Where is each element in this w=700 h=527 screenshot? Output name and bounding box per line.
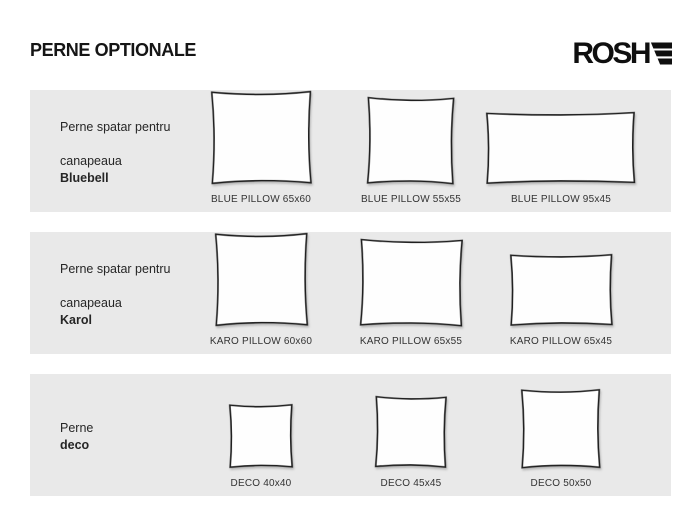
pillow-size-label: BLUE PILLOW 55x55	[360, 194, 462, 205]
pillow-illustration	[485, 111, 637, 186]
pillow-size-label: BLUE PILLOW 65x60	[210, 194, 312, 205]
row-description	[60, 232, 186, 354]
row-description-text: Perne spatar pentru	[60, 262, 171, 276]
row-description-emphasis: deco	[60, 438, 90, 452]
brand-logo-text: ROSH	[572, 37, 649, 70]
row-description-text: Perne spatar pentru	[60, 120, 171, 134]
pillow-cell	[186, 232, 336, 354]
pillow-size-label: DECO 40x40	[230, 478, 292, 489]
page-header	[30, 26, 672, 70]
pillow-row	[30, 374, 671, 496]
row-description-text: Perne	[60, 421, 94, 435]
row-description	[60, 90, 186, 212]
pillow-illustration	[366, 95, 456, 185]
pillow-row	[30, 90, 671, 212]
row-description-emphasis: Bluebell	[60, 171, 109, 185]
pillow-cell	[486, 90, 636, 212]
pillow-cell	[486, 232, 636, 354]
pillow-cell	[336, 90, 486, 212]
pillow-illustration	[508, 253, 613, 327]
pillow-row	[30, 232, 671, 354]
pillow-size-label: DECO 45x45	[380, 478, 442, 489]
brand-logo-stylized-e-icon	[650, 42, 672, 65]
brand-logo	[572, 37, 672, 70]
pillow-cell	[186, 374, 336, 496]
pillow-size-label: BLUE PILLOW 95x45	[510, 194, 612, 205]
pillow-illustration	[358, 237, 464, 327]
pillow-size-label: KARO PILLOW 65x55	[359, 336, 463, 347]
pillow-size-label: DECO 50x50	[530, 478, 592, 489]
pillow-illustration	[520, 387, 602, 469]
pillow-rows-container	[30, 90, 671, 516]
pillow-illustration	[212, 232, 310, 328]
row-description-text: canapeaua	[60, 154, 122, 168]
pillow-cell	[486, 374, 636, 496]
pillow-cell	[336, 232, 486, 354]
pillow-size-label: KARO PILLOW 65x45	[509, 336, 613, 347]
pillow-illustration	[374, 395, 448, 469]
row-description-text: canapeaua	[60, 296, 122, 310]
pillow-size-label: KARO PILLOW 60x60	[209, 336, 313, 347]
row-description-emphasis: Karol	[60, 313, 92, 327]
pillow-cell	[336, 374, 486, 496]
pillow-illustration	[228, 403, 294, 469]
pillow-cell	[186, 90, 336, 212]
page-title: PERNE OPTIONALE	[30, 40, 197, 60]
row-description	[60, 374, 186, 496]
pillow-illustration	[208, 90, 313, 186]
